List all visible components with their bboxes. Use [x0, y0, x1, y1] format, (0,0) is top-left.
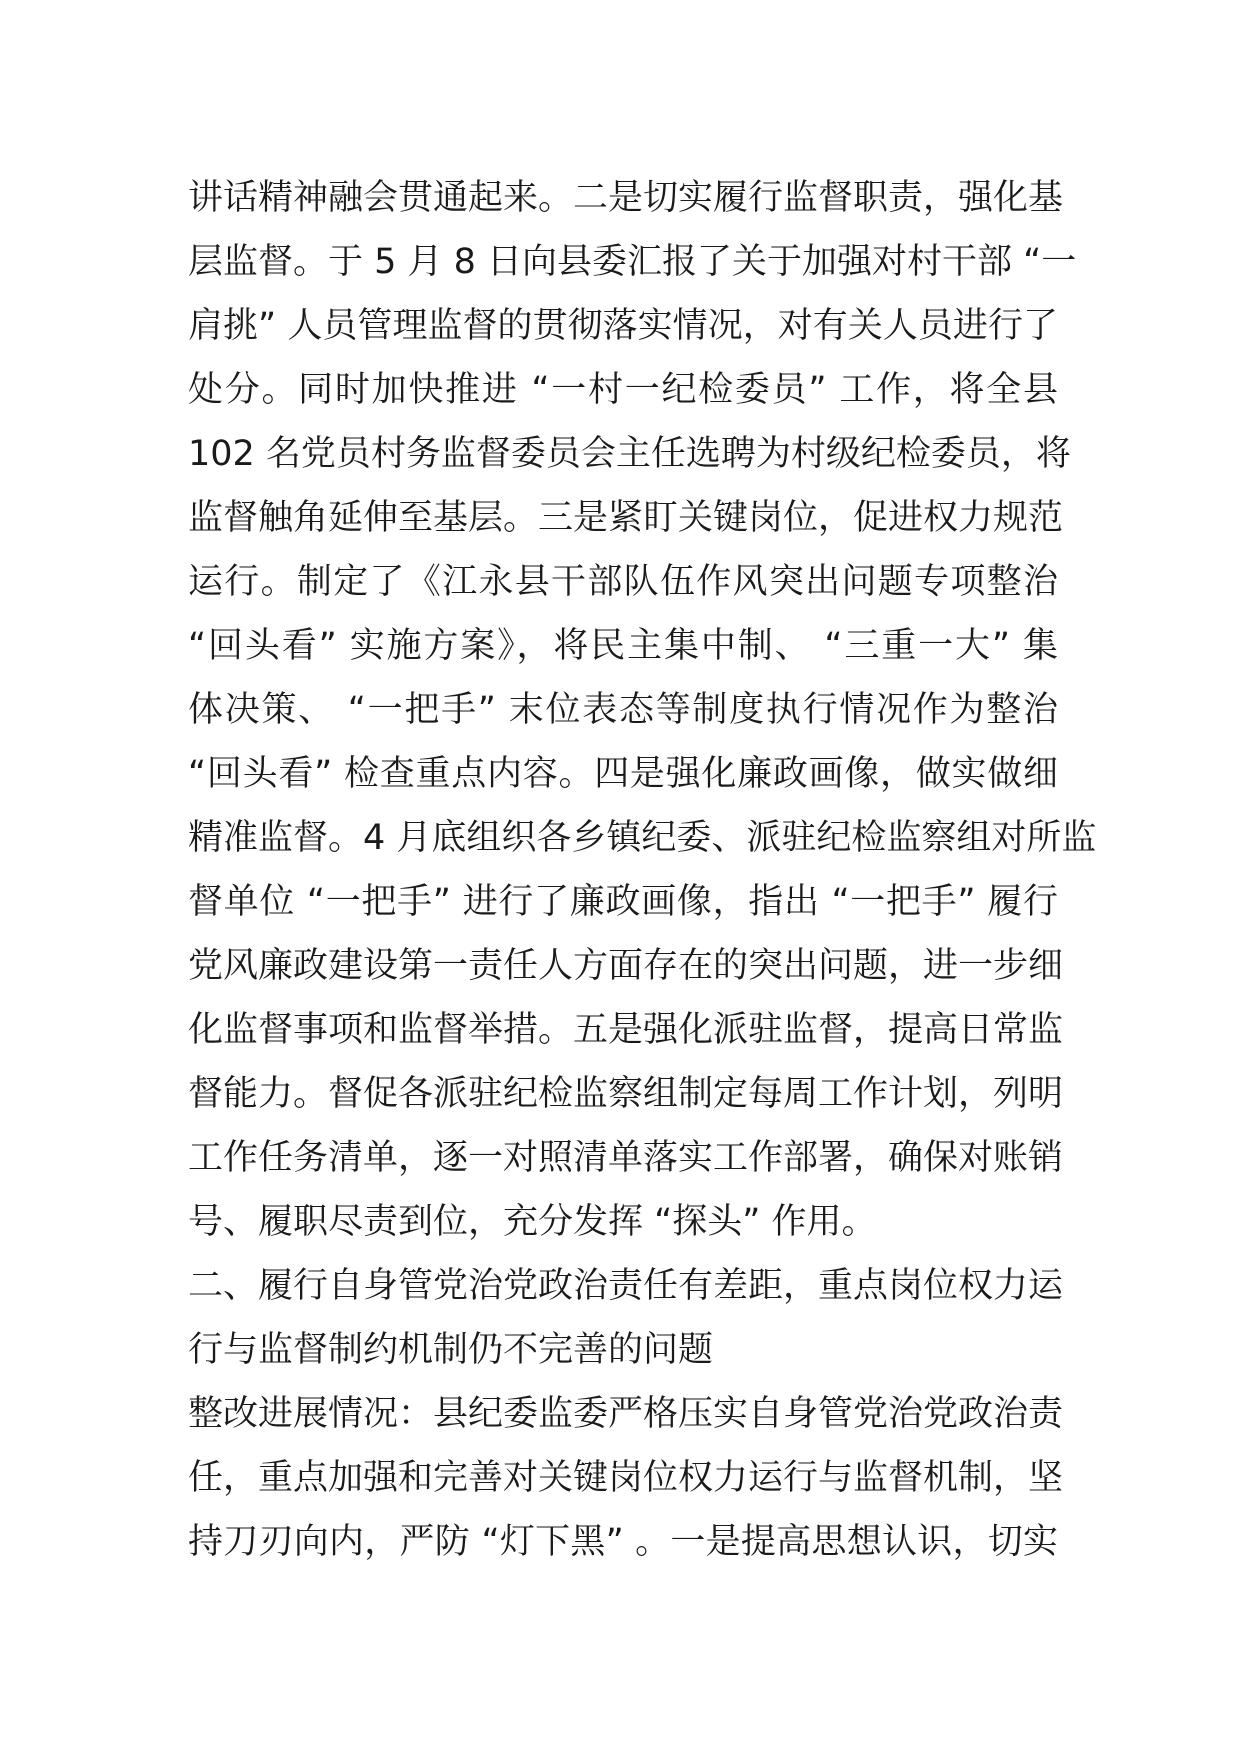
- text-line: “回头看” 实施方案》，将民主集中制、 “三重一大” 集: [188, 626, 1058, 666]
- text-line: 监督触角延伸至基层。三是紧盯关键岗位，促进权力规范: [188, 498, 1064, 538]
- text-line: 肩挑” 人员管理监督的贯彻落实情况，对有关人员进行了: [188, 306, 1058, 346]
- text-line: 持刀刃向内，严防 “灯下黑” 。一是提高思想认识，切实: [188, 1522, 1058, 1562]
- text-line: 督单位 “一把手” 进行了廉政画像，指出 “一把手” 履行: [188, 882, 1058, 922]
- text-line: 体决策、 “一把手” 末位表态等制度执行情况作为整治: [188, 690, 1058, 730]
- text-line: 党风廉政建设第一责任人方面存在的突出问题，进一步细: [188, 946, 1064, 986]
- text-line: 工作任务清单，逐一对照清单落实工作部署，确保对账销: [188, 1138, 1064, 1178]
- text-line: 整改进展情况：县纪委监委严格压实自身管党治党政治责: [188, 1394, 1064, 1434]
- text-line: 号、履职尽责到位，充分发挥 “探头” 作用。: [188, 1202, 877, 1242]
- section-heading-line: 行与监督制约机制仍不完善的问题: [188, 1330, 714, 1370]
- text-line: 化监督事项和监督举措。五是强化派驻监督，提高日常监: [188, 1010, 1064, 1050]
- text-line: 精准监督。4 月底组织各乡镇纪委、派驻纪检监察组对所监: [188, 818, 1097, 858]
- text-line: 运行。制定了《江永县干部队伍作风突出问题专项整治: [188, 562, 1058, 602]
- text-line: 讲话精神融会贯通起来。二是切实履行监督职责，强化基: [188, 178, 1064, 218]
- text-line: 102 名党员村务监督委员会主任选聘为村级纪检委员，将: [188, 434, 1071, 474]
- text-line: 处分。同时加快推进 “一村一纪检委员” 工作，将全县: [188, 370, 1058, 410]
- body-text: [188, 166, 1097, 1574]
- text-line: “回头看” 检查重点内容。四是强化廉政画像，做实做细: [188, 754, 1058, 794]
- text-line: 督能力。督促各派驻纪检监察组制定每周工作计划，列明: [188, 1074, 1064, 1114]
- text-line: 任，重点加强和完善对关键岗位权力运行与监督机制，坚: [188, 1458, 1064, 1498]
- section-heading-line: 二、履行自身管党治党政治责任有差距，重点岗位权力运: [188, 1266, 1064, 1306]
- text-line: 层监督。于 5 月 8 日向县委汇报了关于加强对村干部 “一: [188, 242, 1077, 282]
